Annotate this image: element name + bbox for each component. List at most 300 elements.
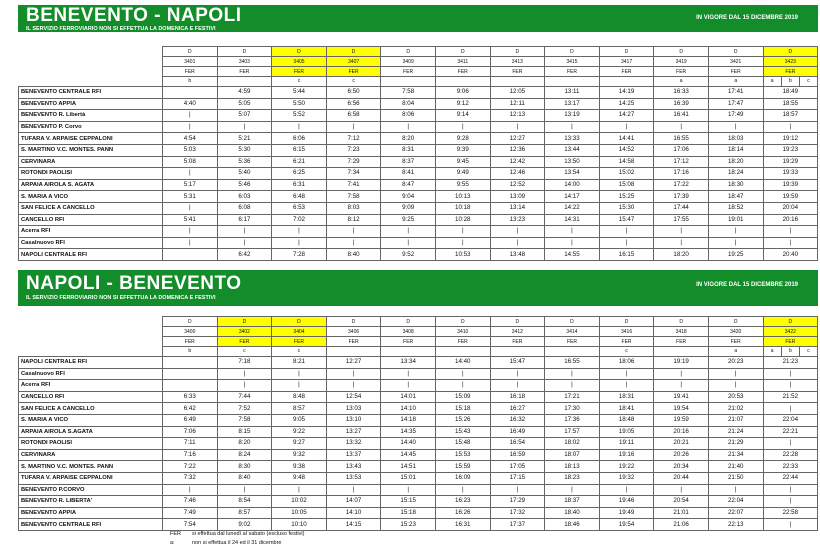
- departure-time: 14:31: [545, 214, 600, 226]
- departure-time: 16:39: [654, 98, 709, 110]
- train-type: FER: [490, 337, 545, 347]
- departure-time: 10:02: [272, 496, 327, 508]
- train-note: [654, 347, 708, 356]
- departure-time: 16:59: [490, 449, 545, 461]
- notes-grid: [327, 77, 381, 86]
- departure-time: 8:47: [381, 179, 436, 191]
- departure-time: 9:55: [435, 179, 490, 191]
- station-row: [19, 507, 818, 519]
- departure-time: |: [272, 484, 327, 496]
- station-name: BENEVENTO CENTRALE RFI: [19, 87, 163, 99]
- departure-time: |: [217, 368, 272, 380]
- train-notes: [763, 77, 818, 87]
- timetable-napoli-benevento: [18, 316, 818, 531]
- station-name: ARPAIA AIROLA S. AGATA: [19, 179, 163, 191]
- departure-time: 21:52: [763, 391, 818, 403]
- station-row: [19, 214, 818, 226]
- station-name: BENEVENTO P. Corvo: [19, 121, 163, 133]
- station-name: BENEVENTO R. LIBERTA': [19, 496, 163, 508]
- departure-time: |: [599, 226, 654, 238]
- train-note: c: [799, 77, 817, 86]
- train-number: 3407: [326, 57, 381, 67]
- train-type: FER: [763, 67, 818, 77]
- departure-time: |: [163, 484, 218, 496]
- departure-time: 14:27: [599, 110, 654, 122]
- departure-time: 21:23: [763, 357, 818, 369]
- departure-time: 18:47: [708, 191, 763, 203]
- departure-time: |: [654, 237, 709, 249]
- departure-time: 16:32: [490, 414, 545, 426]
- train-notes: [272, 347, 327, 357]
- station-row: [19, 357, 818, 369]
- train-type: FER: [490, 67, 545, 77]
- departure-time: 16:27: [490, 403, 545, 415]
- departure-time: 20:34: [654, 461, 709, 473]
- train-notes: [599, 77, 654, 87]
- departure-time: 19:05: [599, 426, 654, 438]
- footnotes: [170, 530, 304, 548]
- header-row-cat: [19, 47, 818, 57]
- departure-time: 12:36: [490, 144, 545, 156]
- departure-time: 9:52: [381, 249, 436, 261]
- train-number: 3416: [599, 327, 654, 337]
- departure-time: 13:54: [545, 168, 600, 180]
- departure-time: 16:41: [654, 110, 709, 122]
- station-name: NAPOLI CENTRALE RFI: [19, 357, 163, 369]
- train-note: [491, 347, 545, 356]
- departure-time: 6:03: [217, 191, 272, 203]
- train-notes: [654, 347, 709, 357]
- departure-time: |: [599, 121, 654, 133]
- departure-time: |: [763, 403, 818, 415]
- departure-time: 17:37: [490, 519, 545, 531]
- departure-time: 13:03: [326, 403, 381, 415]
- departure-time: 15:01: [381, 472, 436, 484]
- station-name: Casalnuovo RFI: [19, 237, 163, 249]
- departure-time: 6:50: [326, 87, 381, 99]
- train-note: c: [799, 347, 817, 356]
- departure-time: 20:16: [763, 214, 818, 226]
- departure-time: |: [217, 226, 272, 238]
- train-note: b: [188, 78, 192, 84]
- departure-time: |: [435, 121, 490, 133]
- departure-time: 17:57: [545, 426, 600, 438]
- station-name: BENEVENTO R. Libertà: [19, 110, 163, 122]
- train-number: 3421: [708, 57, 763, 67]
- train-note: [381, 347, 435, 356]
- departure-time: 14:15: [326, 519, 381, 531]
- departure-time: 17:12: [654, 156, 709, 168]
- departure-time: 9:45: [435, 156, 490, 168]
- notes-grid: [218, 77, 272, 86]
- departure-time: 19:54: [599, 519, 654, 531]
- departure-time: 13:37: [326, 449, 381, 461]
- train-number: 3422: [763, 327, 818, 337]
- departure-time: 12:42: [490, 156, 545, 168]
- train-notes: [272, 77, 327, 87]
- departure-time: |: [708, 226, 763, 238]
- departure-time: 13:17: [545, 98, 600, 110]
- departure-time: |: [163, 202, 218, 214]
- departure-time: 7:54: [163, 519, 218, 531]
- notes-grid: [218, 347, 272, 356]
- station-name: Acerra RFI: [19, 380, 163, 392]
- departure-time: 8:06: [381, 110, 436, 122]
- departure-time: 14:45: [381, 449, 436, 461]
- departure-time: 6:48: [272, 191, 327, 203]
- train-notes: [381, 347, 436, 357]
- train-type: FER: [381, 67, 436, 77]
- train-category: D: [763, 47, 818, 57]
- train-number: 3415: [545, 57, 600, 67]
- departure-time: 18:14: [708, 144, 763, 156]
- station-name: BENEVENTO CENTRALE RFI: [19, 519, 163, 531]
- departure-time: |: [163, 226, 218, 238]
- station-row: [19, 98, 818, 110]
- departure-time: 18:55: [763, 98, 818, 110]
- departure-time: 9:14: [435, 110, 490, 122]
- departure-time: 14:18: [381, 414, 436, 426]
- departure-time: 15:59: [435, 461, 490, 473]
- departure-time: 9:05: [272, 414, 327, 426]
- departure-time: 14:17: [545, 191, 600, 203]
- departure-time: 22:58: [763, 507, 818, 519]
- departure-time: 5:17: [163, 179, 218, 191]
- departure-time: [163, 357, 218, 369]
- departure-time: 7:58: [217, 414, 272, 426]
- train-number: 3417: [599, 57, 654, 67]
- section-title: NAPOLI - BENEVENTO: [26, 273, 242, 294]
- departure-time: 13:10: [326, 414, 381, 426]
- departure-time: 7:52: [217, 403, 272, 415]
- notes-grid: [600, 77, 654, 86]
- departure-time: 22:21: [763, 426, 818, 438]
- train-number: 3404: [272, 327, 327, 337]
- departure-time: 19:33: [763, 168, 818, 180]
- departure-time: 13:09: [490, 191, 545, 203]
- departure-time: 22:04: [763, 414, 818, 426]
- train-note: [491, 77, 545, 86]
- departure-time: 8:40: [326, 249, 381, 261]
- train-notes: [217, 77, 272, 87]
- train-notes: [708, 347, 763, 357]
- departure-time: 16:26: [435, 507, 490, 519]
- station-name: S. MARTINO V.C. MONTES. PANN: [19, 461, 163, 473]
- departure-time: 17:30: [545, 403, 600, 415]
- train-note: a: [770, 78, 774, 84]
- departure-time: 13:33: [545, 133, 600, 145]
- train-number: 3412: [490, 327, 545, 337]
- station-row: [19, 380, 818, 392]
- station-row: [19, 133, 818, 145]
- departure-time: |: [163, 237, 218, 249]
- departure-time: 16:54: [490, 438, 545, 450]
- departure-time: 14:19: [599, 87, 654, 99]
- departure-time: 13:32: [326, 438, 381, 450]
- train-category: D: [545, 47, 600, 57]
- departure-time: 15:43: [435, 426, 490, 438]
- departure-time: 18:37: [545, 496, 600, 508]
- departure-time: 6:49: [163, 414, 218, 426]
- train-number: 3405: [272, 57, 327, 67]
- departure-time: |: [381, 121, 436, 133]
- departure-time: 17:15: [490, 472, 545, 484]
- departure-time: 6:42: [217, 249, 272, 261]
- departure-time: |: [435, 380, 490, 392]
- train-type: FER: [708, 67, 763, 77]
- train-notes: [599, 347, 654, 357]
- departure-time: |: [326, 237, 381, 249]
- train-category: D: [435, 47, 490, 57]
- departure-time: 19:59: [654, 414, 709, 426]
- departure-time: |: [217, 484, 272, 496]
- train-category: D: [490, 317, 545, 327]
- train-category: D: [272, 317, 327, 327]
- departure-time: 20:40: [763, 249, 818, 261]
- notes-grid: [491, 77, 545, 86]
- departure-time: 5:03: [163, 144, 218, 156]
- station-row: [19, 414, 818, 426]
- notes-grid: [491, 347, 545, 356]
- departure-time: 6:21: [272, 156, 327, 168]
- train-notes: [326, 77, 381, 87]
- departure-time: 7:28: [272, 249, 327, 261]
- departure-time: 16:23: [435, 496, 490, 508]
- departure-time: 14:51: [381, 461, 436, 473]
- station-name: ARPAIA AIROLA S.AGATA: [19, 426, 163, 438]
- departure-time: 19:41: [654, 391, 709, 403]
- departure-time: |: [381, 380, 436, 392]
- departure-time: |: [708, 237, 763, 249]
- departure-time: 15:23: [381, 519, 436, 531]
- departure-time: |: [708, 121, 763, 133]
- station-row: [19, 391, 818, 403]
- train-note: c: [243, 348, 246, 354]
- departure-time: 7:23: [326, 144, 381, 156]
- train-note: b: [781, 77, 799, 86]
- departure-time: 21:24: [708, 426, 763, 438]
- departure-time: 12:46: [490, 168, 545, 180]
- train-type: FER: [599, 337, 654, 347]
- departure-time: 17:16: [654, 168, 709, 180]
- header-row-type: [19, 67, 818, 77]
- departure-time: 18:46: [545, 519, 600, 531]
- train-category: D: [381, 47, 436, 57]
- departure-time: 18:20: [708, 156, 763, 168]
- departure-time: 18:30: [708, 179, 763, 191]
- train-number: 3414: [545, 327, 600, 337]
- header-row-notes: [19, 77, 818, 87]
- train-type: FER: [545, 67, 600, 77]
- notes-grid: [163, 347, 217, 356]
- departure-time: 9:38: [272, 461, 327, 473]
- departure-time: 10:28: [435, 214, 490, 226]
- section-title: BENEVENTO - NAPOLI: [26, 5, 242, 26]
- departure-time: 8:40: [217, 472, 272, 484]
- departure-time: |: [326, 484, 381, 496]
- departure-time: 8:03: [326, 202, 381, 214]
- departure-time: 8:20: [217, 438, 272, 450]
- departure-time: 15:25: [599, 191, 654, 203]
- departure-time: 8:24: [217, 449, 272, 461]
- departure-time: 18:03: [708, 133, 763, 145]
- departure-time: |: [763, 519, 818, 531]
- train-category: D: [545, 317, 600, 327]
- departure-time: [163, 87, 218, 99]
- departure-time: 20:44: [654, 472, 709, 484]
- departure-time: |: [545, 484, 600, 496]
- departure-time: 9:39: [435, 144, 490, 156]
- departure-time: 6:08: [217, 202, 272, 214]
- departure-time: |: [326, 368, 381, 380]
- train-category: D: [708, 317, 763, 327]
- station-row: [19, 179, 818, 191]
- departure-time: 7:22: [163, 461, 218, 473]
- departure-time: 5:21: [217, 133, 272, 145]
- train-notes: [381, 77, 436, 87]
- departure-time: 21:02: [708, 403, 763, 415]
- departure-time: 21:01: [654, 507, 709, 519]
- station-row: [19, 484, 818, 496]
- header-spacer: [19, 337, 163, 347]
- departure-time: 8:20: [381, 133, 436, 145]
- notes-grid: [654, 77, 708, 86]
- departure-time: 19:49: [599, 507, 654, 519]
- departure-time: 13:19: [545, 110, 600, 122]
- departure-time: 9:48: [272, 472, 327, 484]
- station-row: [19, 87, 818, 99]
- departure-time: 18:49: [763, 87, 818, 99]
- departure-time: 16:15: [599, 249, 654, 261]
- station-row: [19, 237, 818, 249]
- departure-time: 7:41: [326, 179, 381, 191]
- departure-time: 8:04: [381, 98, 436, 110]
- departure-time: 7:16: [163, 449, 218, 461]
- departure-time: |: [435, 368, 490, 380]
- departure-time: 10:53: [435, 249, 490, 261]
- departure-time: 7:02: [272, 214, 327, 226]
- departure-time: 9:12: [435, 98, 490, 110]
- departure-time: |: [654, 380, 709, 392]
- header-spacer: [19, 77, 163, 87]
- departure-time: 22:33: [763, 461, 818, 473]
- departure-time: 17:21: [545, 391, 600, 403]
- station-name: SAN FELICE A CANCELLO: [19, 403, 163, 415]
- departure-time: 14:40: [381, 438, 436, 450]
- header-spacer: [19, 317, 163, 327]
- departure-time: 13:11: [545, 87, 600, 99]
- departure-time: 7:06: [163, 426, 218, 438]
- departure-time: |: [654, 368, 709, 380]
- departure-time: 17:39: [654, 191, 709, 203]
- departure-time: 15:47: [599, 214, 654, 226]
- departure-time: |: [545, 380, 600, 392]
- departure-time: |: [763, 484, 818, 496]
- departure-time: 16:09: [435, 472, 490, 484]
- station-row: [19, 403, 818, 415]
- departure-time: 14:35: [381, 426, 436, 438]
- departure-time: 21:06: [654, 519, 709, 531]
- departure-time: |: [545, 368, 600, 380]
- departure-time: 15:15: [381, 496, 436, 508]
- departure-time: 17:29: [490, 496, 545, 508]
- departure-time: 18:20: [654, 249, 709, 261]
- departure-time: |: [381, 368, 436, 380]
- departure-time: 20:23: [708, 357, 763, 369]
- footnote: [170, 539, 304, 548]
- departure-time: 7:32: [163, 472, 218, 484]
- footnote-text: si effettua dal lunedì al sabato (escluso festivi): [192, 531, 305, 537]
- station-row: [19, 144, 818, 156]
- departure-time: |: [490, 226, 545, 238]
- station-name: TUFARA V. ARPAISE CEPPALONI: [19, 472, 163, 484]
- departure-time: 6:56: [326, 98, 381, 110]
- departure-time: 20:53: [708, 391, 763, 403]
- departure-time: 9:04: [381, 191, 436, 203]
- train-number: 3411: [435, 57, 490, 67]
- departure-time: 14:00: [545, 179, 600, 191]
- train-category: D: [654, 317, 709, 327]
- train-number: 3423: [763, 57, 818, 67]
- departure-time: 14:22: [545, 202, 600, 214]
- station-name: SAN FELICE A CANCELLO: [19, 202, 163, 214]
- departure-time: 7:34: [326, 168, 381, 180]
- departure-time: 18:02: [545, 438, 600, 450]
- departure-time: |: [545, 237, 600, 249]
- station-name: BENEVENTO APPIA: [19, 98, 163, 110]
- departure-time: 13:23: [490, 214, 545, 226]
- departure-time: |: [163, 168, 218, 180]
- train-type: FER: [326, 337, 381, 347]
- departure-time: 13:53: [326, 472, 381, 484]
- train-number: 3402: [217, 327, 272, 337]
- header-row-num: [19, 57, 818, 67]
- departure-time: |: [326, 226, 381, 238]
- departure-time: 6:53: [272, 202, 327, 214]
- departure-time: 20:54: [654, 496, 709, 508]
- train-notes: [763, 347, 818, 357]
- train-number: 3410: [435, 327, 490, 337]
- train-number: 3408: [381, 327, 436, 337]
- departure-time: |: [381, 226, 436, 238]
- departure-time: 8:57: [217, 507, 272, 519]
- departure-time: 7:11: [163, 438, 218, 450]
- train-note: [436, 347, 490, 356]
- train-type: FER: [599, 67, 654, 77]
- departure-time: 15:26: [435, 414, 490, 426]
- departure-time: 8:37: [381, 156, 436, 168]
- train-note: [600, 77, 654, 86]
- train-number: 3401: [163, 57, 218, 67]
- departure-time: 14:58: [599, 156, 654, 168]
- departure-time: 8:41: [381, 168, 436, 180]
- train-notes: [708, 77, 763, 87]
- departure-time: 18:48: [599, 414, 654, 426]
- train-type: FER: [326, 67, 381, 77]
- departure-time: |: [654, 226, 709, 238]
- train-type: FER: [381, 337, 436, 347]
- train-note: c: [297, 348, 301, 354]
- train-category: D: [163, 317, 218, 327]
- departure-time: 9:27: [272, 438, 327, 450]
- departure-time: 7:12: [326, 133, 381, 145]
- departure-time: |: [599, 368, 654, 380]
- departure-time: |: [654, 121, 709, 133]
- notes-grid: [163, 77, 217, 86]
- departure-time: |: [272, 380, 327, 392]
- station-name: Casalnuovo RFI: [19, 368, 163, 380]
- train-category: D: [763, 317, 818, 327]
